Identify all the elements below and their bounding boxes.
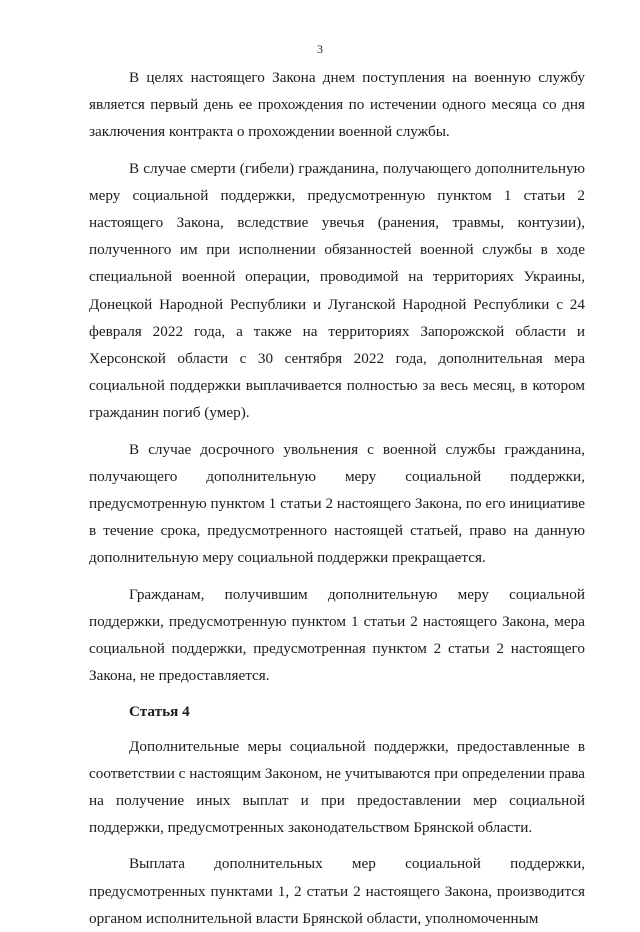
document-body <box>89 64 585 932</box>
paragraph-payment-execution: Выплата дополнительных мер социальной поддержки, предусмотренных пунктами 1, 2 статьи 2 настоящего Закона, производится органом исполнительной власти Брянской области, уполномоченным <box>89 855 585 927</box>
page-number: 3 <box>317 42 323 56</box>
paragraph-service-start-date: В целях настоящего Закона днем поступления на военную службу является первый день ее прохождения по истечении одного месяца со дня заключения контракта о прохождении военной службы. <box>89 69 585 141</box>
paragraph-measures-not-counted: Дополнительные меры социальной поддержки, предоставленные в соответствии с настоящим Законом, не учитываются при определении права на получение иных выплат и при предоставлении мер социальной поддержки, предусмотренных законодательством Брянской области. <box>89 737 585 837</box>
article-4-heading: Статья 4 <box>129 703 190 721</box>
paragraph-early-dismissal: В случае досрочного увольнения с военной службы гражданина, получающего дополнительную меру социальной поддержки, предусмотренную пунктом 1 статьи 2 настоящего Закона, по его инициативе в течение срока, предусмотренного настоящей статьей, право на данную дополнительную меру социальной поддержки прекращается. <box>89 440 585 567</box>
paragraph-death-of-citizen: В случае смерти (гибели) гражданина, получающего дополнительную меру социальной поддержки, предусмотренную пунктом 1 статьи 2 настоящего Закона, вследствие увечья (ранения, травмы, контузии), полученного им при исполнении обязанностей военной службы в ходе специальной военной операции, проводимой на территориях Украины, Донецкой Народной Республики и Луганской Народной Республики с 24 февраля 2022 года, а также на территориях Запорожской области и Херсонской области с 30 сентября 2022 года, дополнительная мера социальной поддержки выплачивается полностью за весь месяц, в котором гражданин погиб (умер). <box>89 159 585 422</box>
paragraph-support-not-provided: Гражданам, получившим дополнительную меру социальной поддержки, предусмотренную пунктом 1 статьи 2 настоящего Закона, мера социальной поддержки, предусмотренная пунктом 2 статьи 2 настоящего Закона, не предоставляется. <box>89 585 585 685</box>
